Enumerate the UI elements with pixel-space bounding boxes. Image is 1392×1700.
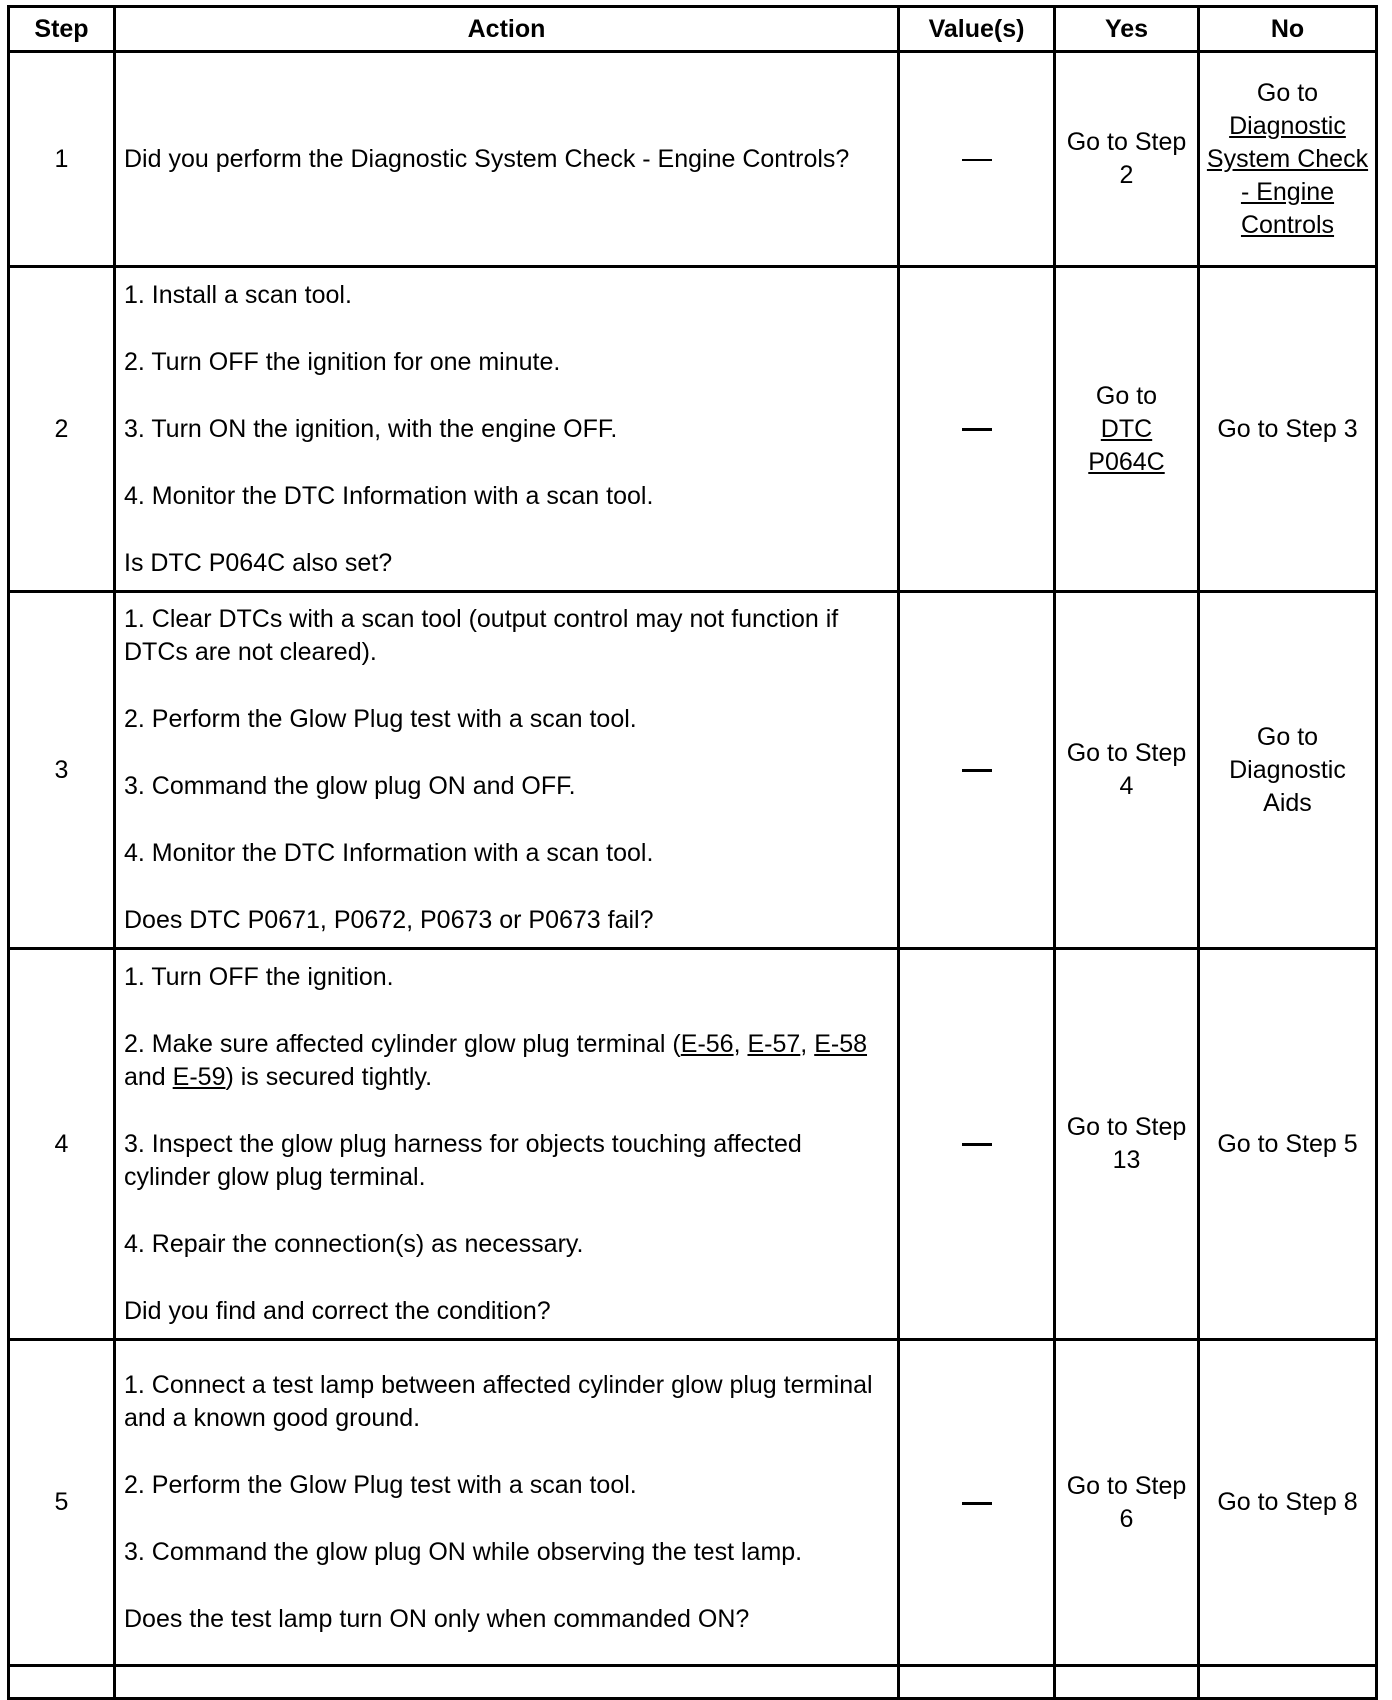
header-value: Value(s) xyxy=(899,7,1055,52)
link-dtc-p064c[interactable]: DTC P064C xyxy=(1088,414,1165,476)
value-dash xyxy=(962,159,992,161)
action-text: 2. Turn OFF the ignition for one minute. xyxy=(124,347,561,376)
value-dash xyxy=(962,428,992,431)
step-number: 5 xyxy=(9,1340,115,1666)
action-text-part: ) is secured tightly. xyxy=(225,1062,433,1091)
action-text: 4. Monitor the DTC Information with a scan tool. xyxy=(124,481,654,510)
diagnostic-table xyxy=(7,5,1378,1700)
value-cell xyxy=(899,592,1055,949)
value-dash xyxy=(962,1143,992,1146)
value-cell xyxy=(899,52,1055,267)
action-question: Does DTC P0671, P0672, P0673 or P0673 fail? xyxy=(124,906,654,934)
separator-text: , xyxy=(800,1029,815,1058)
action-cell xyxy=(115,267,899,592)
header-action: Action xyxy=(115,7,899,52)
action-text: 3. Turn ON the ignition, with the engine OFF. xyxy=(124,414,618,443)
no-prefix: Go to xyxy=(1256,78,1319,107)
action-text xyxy=(124,1028,887,1094)
yes-cell: Go to Step 4 xyxy=(1055,592,1199,949)
action-text: 4. Repair the connection(s) as necessary. xyxy=(124,1229,584,1258)
yes-cell: Go to Step 2 xyxy=(1055,52,1199,267)
action-cell xyxy=(115,1340,899,1666)
separator-text: and xyxy=(124,1062,173,1091)
action-text: 2. Perform the Glow Plug test with a scan tool. xyxy=(124,705,637,733)
link-diagnostic-system-check[interactable]: Diagnostic System Check - Engine Controls xyxy=(1206,111,1369,239)
no-cell: Go to Step 8 xyxy=(1199,1340,1377,1666)
action-text: 3. Command the glow plug ON while observing the test lamp. xyxy=(124,1538,803,1566)
link-e-59[interactable]: E-59 xyxy=(172,1062,226,1091)
header-row xyxy=(9,7,1377,52)
action-text: 3. Command the glow plug ON and OFF. xyxy=(124,772,576,800)
table-row-partial xyxy=(9,1666,1377,1699)
action-text: Did you perform the Diagnostic System Check - Engine Controls? xyxy=(124,144,850,173)
action-text: 1. Turn OFF the ignition. xyxy=(124,962,394,991)
action-question: Does the test lamp turn ON only when commanded ON? xyxy=(124,1605,750,1633)
action-text: 2. Perform the Glow Plug test with a scan tool. xyxy=(124,1471,637,1499)
empty-cell xyxy=(899,1666,1055,1699)
value-cell xyxy=(899,949,1055,1340)
link-e-57[interactable]: E-57 xyxy=(747,1029,801,1058)
action-question: Did you find and correct the condition? xyxy=(124,1296,551,1325)
table-row xyxy=(9,592,1377,949)
link-e-58[interactable]: E-58 xyxy=(814,1029,868,1058)
table-row xyxy=(9,949,1377,1340)
action-text: 1. Install a scan tool. xyxy=(124,280,352,309)
no-cell: Go to Step 3 xyxy=(1199,267,1377,592)
empty-cell xyxy=(1055,1666,1199,1699)
step-number: 3 xyxy=(9,592,115,949)
separator-text: , xyxy=(733,1029,748,1058)
yes-cell: Go to Step 6 xyxy=(1055,1340,1199,1666)
action-text: 1. Clear DTCs with a scan tool (output control may not function if DTCs are not cleared). xyxy=(124,605,839,666)
value-dash xyxy=(962,1502,992,1505)
header-step: Step xyxy=(9,7,115,52)
step-number: 1 xyxy=(9,52,115,267)
action-cell xyxy=(115,52,899,267)
step-number: 2 xyxy=(9,267,115,592)
action-text-part: 2. Make sure affected cylinder glow plug terminal ( xyxy=(124,1029,681,1058)
table-row xyxy=(9,52,1377,267)
yes-cell xyxy=(1055,267,1199,592)
no-cell: Go to Diagnostic Aids xyxy=(1199,592,1377,949)
value-cell xyxy=(899,267,1055,592)
action-cell xyxy=(115,592,899,949)
no-cell xyxy=(1199,52,1377,267)
yes-cell: Go to Step 13 xyxy=(1055,949,1199,1340)
empty-cell xyxy=(1199,1666,1377,1699)
value-dash xyxy=(962,769,992,772)
empty-cell xyxy=(9,1666,115,1699)
yes-prefix: Go to xyxy=(1095,381,1158,410)
table-row xyxy=(9,1340,1377,1666)
step-number: 4 xyxy=(9,949,115,1340)
action-text: 1. Connect a test lamp between affected cylinder glow plug terminal and a known good ground. xyxy=(124,1371,873,1432)
header-yes: Yes xyxy=(1055,7,1199,52)
action-cell xyxy=(115,949,899,1340)
action-text: 3. Inspect the glow plug harness for objects touching affected cylinder glow plug terminal. xyxy=(124,1129,802,1191)
action-text: 4. Monitor the DTC Information with a scan tool. xyxy=(124,839,654,867)
value-cell xyxy=(899,1340,1055,1666)
empty-cell xyxy=(115,1666,899,1699)
header-no: No xyxy=(1199,7,1377,52)
table-row xyxy=(9,267,1377,592)
no-cell: Go to Step 5 xyxy=(1199,949,1377,1340)
action-question: Is DTC P064C also set? xyxy=(124,548,393,577)
link-e-56[interactable]: E-56 xyxy=(680,1029,734,1058)
